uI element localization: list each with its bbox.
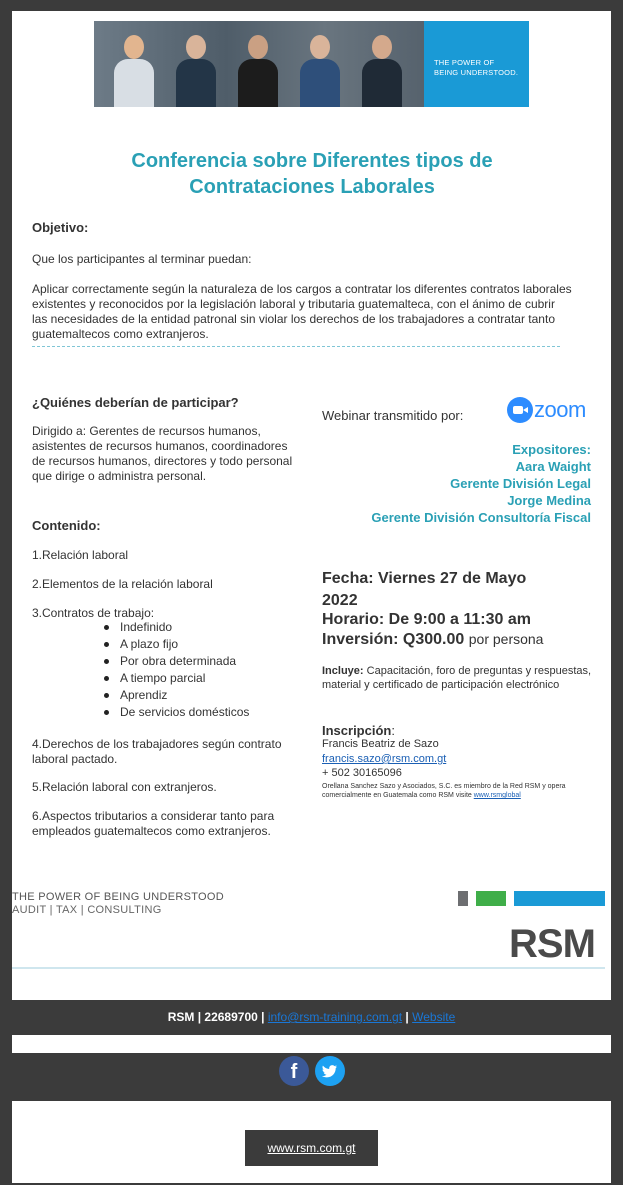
- footer-email-link[interactable]: info@rsm-training.com.gt: [267, 1010, 403, 1024]
- registration-email-link[interactable]: francis.sazo@rsm.com.gt: [322, 753, 447, 765]
- participants-heading: ¿Quiénes deberían de participar?: [32, 395, 239, 410]
- event-date-line-2: 2022: [322, 592, 358, 609]
- green-bar: [476, 891, 506, 906]
- registration-phone: + 502 30165096: [322, 767, 402, 779]
- footer-separator: |: [405, 1010, 409, 1024]
- footer-contact-bar: [0, 1010, 623, 1024]
- rsm-color-bars: [458, 891, 605, 906]
- rsm-logo: RSM: [509, 922, 595, 966]
- speaker-1-name: Aara Waight: [515, 459, 591, 474]
- zoom-camera-icon: [507, 397, 533, 423]
- speaker-1-role: Gerente División Legal: [450, 476, 591, 491]
- zoom-wordmark: zoom: [534, 397, 586, 422]
- event-date-line-1: Fecha: Viernes 27 de Mayo: [322, 570, 527, 587]
- content-item-2: 2.Elementos de la relación laboral: [32, 577, 213, 591]
- spacer-panel: [12, 1035, 611, 1053]
- banner-tagline: [424, 21, 529, 107]
- team-photo: [94, 21, 424, 107]
- person-5: [360, 29, 404, 107]
- person-3: [236, 29, 280, 107]
- title-line-1: Conferencia sobre Diferentes tipos de: [131, 150, 493, 172]
- event-schedule: Horario: De 9:00 a 11:30 am: [322, 611, 531, 628]
- registration-contact: Francis Beatriz de Sazo: [322, 738, 439, 750]
- list-item: Aprendiz: [102, 687, 249, 704]
- blue-bar: [514, 891, 605, 906]
- title-line-2: Contrataciones Laborales: [189, 176, 435, 198]
- speaker-2-role: Gerente División Consultoría Fiscal: [371, 510, 591, 525]
- list-item: Por obra determinada: [102, 653, 249, 670]
- disclaimer-text: Orellana Sanchez Sazo y Asociados, S.C. es miembro de la Red RSM y opera comercialmente en Guatemala como RSM visite: [322, 783, 566, 799]
- speakers-block: [371, 441, 591, 526]
- divider: [32, 346, 560, 347]
- person-1: [112, 29, 156, 107]
- includes-text: Capacitación, foro de preguntas y respuestas, material y certificado de participación electrónico: [322, 665, 592, 691]
- tagline-line-1: THE POWER OF: [434, 58, 495, 67]
- gray-bar: [458, 891, 468, 906]
- person-4: [298, 29, 342, 107]
- brand-rule: [12, 967, 605, 969]
- objective-heading: Objetivo:: [32, 220, 89, 235]
- registration-heading-wrap: [322, 723, 395, 738]
- content-item-4: 4.Derechos de los trabajadores según contrato laboral pactado.: [32, 737, 282, 766]
- investment-suffix: por persona: [468, 631, 544, 647]
- content-item-6: 6.Aspectos tributarios a considerar tanto para empleados guatemaltecos como extranjeros.: [32, 809, 275, 838]
- zoom-logo: [507, 396, 586, 424]
- list-item: De servicios domésticos: [102, 704, 249, 721]
- content-item-5: 5.Relación laboral con extranjeros.: [32, 780, 217, 794]
- brand-footer: [12, 888, 611, 968]
- list-item: Indefinido: [102, 619, 249, 636]
- tagline-line-2: BEING UNDERSTOOD.: [434, 68, 519, 77]
- speakers-heading: Expositores:: [512, 442, 591, 457]
- objective-intro: Que los participantes al terminar puedan:: [32, 252, 252, 266]
- footer-website-link[interactable]: Website: [412, 1010, 456, 1024]
- speaker-2-name: Jorge Medina: [507, 493, 591, 508]
- hero-banner: [94, 21, 529, 107]
- twitter-icon[interactable]: [315, 1056, 345, 1086]
- event-includes: [322, 664, 592, 692]
- list-item: A plazo fijo: [102, 636, 249, 653]
- webinar-label: Webinar transmitido por:: [322, 408, 464, 423]
- registration-heading-colon: :: [391, 723, 395, 738]
- includes-label: Incluye:: [322, 665, 364, 677]
- footer-company: RSM | 22689700 |: [167, 1010, 265, 1024]
- content-item-1: 1.Relación laboral: [32, 548, 129, 562]
- content-heading: Contenido:: [32, 518, 101, 533]
- list-item: A tiempo parcial: [102, 670, 249, 687]
- registration-disclaimer: [322, 782, 597, 800]
- objective-body: Aplicar correctamente según la naturaleza de los cargos a contratar los diferentes contratos laborales existentes y reconocidos por la legislación laboral y tributaria guatemalteca, con el ánimo de cubrir las necesidades de la entidad patronal sin violar los derechos de los trabajadores a contratar tanto guatemaltecos como extranjeros.: [32, 282, 572, 341]
- brand-tagline: THE POWER OF BEING UNDERSTOOD: [12, 891, 225, 903]
- investment-amount: Inversión: Q300.00: [322, 631, 465, 648]
- website-button[interactable]: www.rsm.com.gt: [245, 1130, 378, 1166]
- brand-services: AUDIT | TAX | CONSULTING: [12, 904, 162, 916]
- facebook-icon[interactable]: f: [279, 1056, 309, 1086]
- email-body: [12, 11, 611, 1000]
- page-title: [32, 148, 592, 200]
- person-2: [174, 29, 218, 107]
- participants-body: Dirigido a: Gerentes de recursos humanos, asistentes de recursos humanos, coordinadores de recursos humanos, directores y todo personal que dirige o administra personal.: [32, 424, 293, 483]
- contract-types-list: [102, 619, 249, 721]
- disclaimer-link[interactable]: www.rsmglobal: [473, 792, 521, 799]
- event-investment: [322, 630, 543, 650]
- content-item-3: 3.Contratos de trabajo:: [32, 606, 155, 620]
- registration-heading: Inscripción: [322, 723, 392, 738]
